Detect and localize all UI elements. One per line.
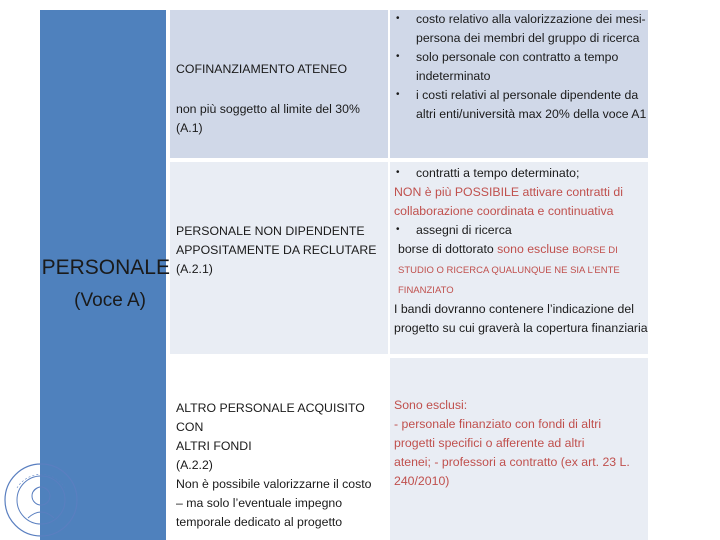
row1-left-cell <box>170 10 388 158</box>
university-seal-icon <box>3 462 79 538</box>
row3-left-line: (A.2.2) <box>176 458 213 472</box>
esclusi-block <box>394 396 656 491</box>
row3-left-line: ALTRO PERSONALE ACQUISITO CON <box>176 401 365 434</box>
borse-escluse: sono escluse <box>497 242 573 256</box>
row3-right-line: progetti specifici o afferente ad altri <box>394 436 585 450</box>
row3-left-line: Non è possibile valorizzarne il costo <box>176 477 372 491</box>
row3-right-line: - personale finanziato con fondi di altri <box>394 417 602 431</box>
cococo-warning: NON è più POSSIBILE attivare contratti di collaborazione coordinata e continuativa <box>394 185 623 218</box>
row3-right-cell <box>390 358 648 540</box>
row3-right-line: atenei; - professori a contratto (ex art. 23 L. <box>394 455 630 469</box>
personale-non-dipendente: PERSONALE NON DIPENDENTE APPOSITAMENTE DA RECLUTARE (A.2.1) <box>176 224 377 276</box>
row2-right-cell <box>390 162 648 354</box>
row3-left-cell <box>170 358 388 540</box>
assegni-ricerca: • assegni di ricerca <box>390 221 648 240</box>
row3-left-line: ALTRI FONDI <box>176 439 252 453</box>
bandi-note: I bandi dovranno contenere l’indicazione del progetto su cui graverà la copertura finanziaria <box>394 302 648 335</box>
row1-bullet: • costo relativo alla valorizzazione dei mesi-persona dei membri del gruppo di ricerca <box>390 10 648 48</box>
borse-dottorato: borse di dottorato <box>398 242 498 256</box>
row1-bullet: • i costi relativi al personale dipendente da altri enti/università max 20% della voce A1 <box>390 86 648 124</box>
contratti-determinato: • contratti a tempo determinato; <box>390 164 648 183</box>
row2-left-cell <box>170 162 388 354</box>
section-title: PERSONALE <box>41 256 170 279</box>
row1-bullet: • solo personale con contratto a tempo indeterminato <box>390 48 648 86</box>
cofinanziamento-note: non più soggetto al limite del 30% (A.1) <box>176 102 360 135</box>
row3-right-line: 240/2010) <box>394 474 450 488</box>
section-subtitle: (Voce A) <box>74 290 146 311</box>
row1-right-cell <box>390 10 648 158</box>
altro-personale-block <box>176 399 391 532</box>
cofinanziamento-title: COFINANZIAMENTO ATENEO <box>176 62 348 76</box>
row3-left-line: – ma solo l’eventuale impegno <box>176 496 343 510</box>
row3-left-line: temporale dedicato al progetto <box>176 515 343 529</box>
borse-studio-note: BORSE DI STUDIO O RICERCA QUALUNQUE NE SIA L’ENTE FINANZIATO <box>398 245 620 296</box>
borse-line <box>390 240 648 300</box>
row3-right-line: Sono esclusi: <box>394 398 468 412</box>
